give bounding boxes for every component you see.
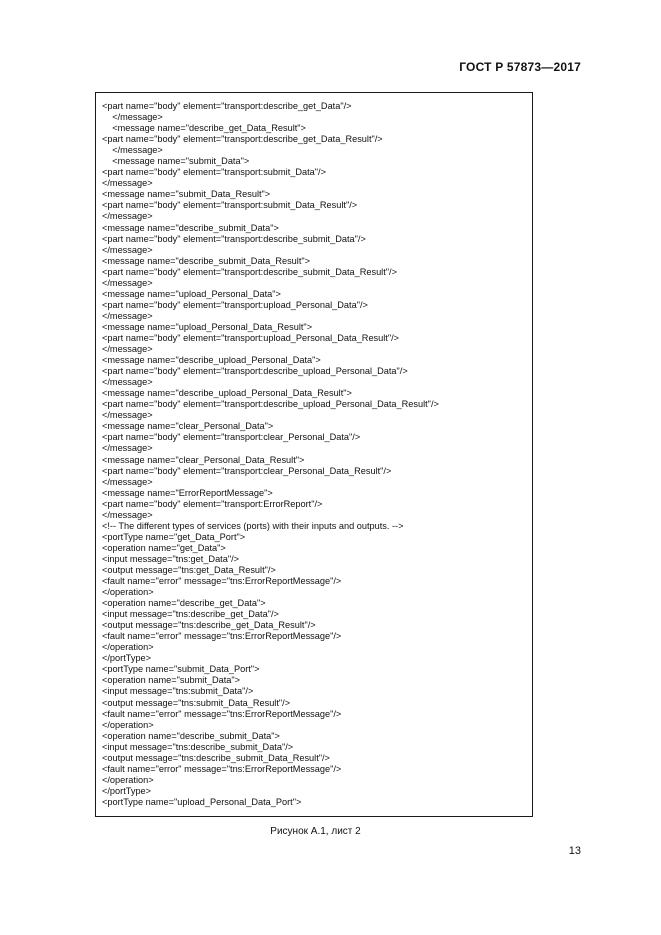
code-line: <portType name="upload_Personal_Data_Port"> <box>102 796 302 807</box>
document-standard-id: ГОСТ Р 57873—2017 <box>459 60 581 74</box>
code-line: <message name="submit_Data"> <box>102 156 250 167</box>
figure-caption <box>0 826 661 837</box>
code-line: <output message="tns:describe_get_Data_Result"/> <box>102 620 316 631</box>
code-line: <part name="body" element="transport:ErrorReport"/> <box>102 498 323 509</box>
code-line: <fault name="error" message="tns:ErrorReportMessage"/> <box>102 708 342 719</box>
code-line: <fault name="error" message="tns:ErrorReportMessage"/> <box>102 631 342 642</box>
code-line: <fault name="error" message="tns:ErrorReportMessage"/> <box>102 763 342 774</box>
code-line: <message name="describe_upload_Personal_Data_Result"> <box>102 388 352 399</box>
figure-caption-text: Рисунок А.1, лист 2 <box>270 826 361 837</box>
code-line: <part name="body" element="transport:submit_Data"/> <box>102 167 326 178</box>
code-line: </message> <box>102 112 163 123</box>
code-line: </message> <box>102 344 153 355</box>
code-line: <operation name="describe_get_Data"> <box>102 598 266 609</box>
code-line: <part name="body" element="transport:describe_submit_Data"/> <box>102 233 366 244</box>
page-number: 13 <box>568 845 581 857</box>
code-line: <message name="upload_Personal_Data"> <box>102 288 281 299</box>
code-line: </message> <box>102 310 153 321</box>
code-line: <input message="tns:describe_submit_Data"/> <box>102 741 294 752</box>
code-line: <fault name="error" message="tns:ErrorReportMessage"/> <box>102 576 342 587</box>
code-line: </message> <box>102 244 153 255</box>
code-line: </portType> <box>102 653 152 664</box>
code-line: <message name="describe_submit_Data_Result"> <box>102 255 310 266</box>
code-line: <input message="tns:get_Data"/> <box>102 553 240 564</box>
code-line: <part name="body" element="transport:clear_Personal_Data"/> <box>102 432 361 443</box>
code-line: <!-- The different types of services (ports) with their inputs and outputs. --> <box>102 520 404 531</box>
code-line: <output message="tns:submit_Data_Result"/> <box>102 697 291 708</box>
code-line: <part name="body" element="transport:describe_get_Data_Result"/> <box>102 134 383 145</box>
code-line: <operation name="get_Data"> <box>102 542 226 553</box>
code-line: <message name="upload_Personal_Data_Result"> <box>102 321 313 332</box>
code-line: <operation name="describe_submit_Data"> <box>102 730 280 741</box>
code-line: <part name="body" element="transport:describe_upload_Personal_Data"/> <box>102 366 408 377</box>
code-line: <message name="clear_Personal_Data"> <box>102 421 274 432</box>
code-line: </message> <box>102 509 153 520</box>
code-line: </message> <box>102 211 153 222</box>
code-line: <input message="tns:submit_Data"/> <box>102 686 254 697</box>
code-line: </operation> <box>102 642 154 653</box>
code-line: </message> <box>102 277 153 288</box>
code-line: </operation> <box>102 719 154 730</box>
code-line: <part name="body" element="transport:describe_submit_Data_Result"/> <box>102 266 397 277</box>
code-line: <output message="tns:describe_submit_Data_Result"/> <box>102 752 330 763</box>
code-line: <message name="submit_Data_Result"> <box>102 189 271 200</box>
code-line: <part name="body" element="transport:describe_get_Data"/> <box>102 101 352 111</box>
code-line: <message name="describe_submit_Data"> <box>102 222 279 233</box>
code-line: <part name="body" element="transport:describe_upload_Personal_Data_Result"/> <box>102 399 439 410</box>
code-line: <message name="describe_get_Data_Result"> <box>102 123 306 134</box>
code-line: <message name="describe_upload_Personal_Data"> <box>102 355 321 366</box>
code-line: <part name="body" element="transport:upload_Personal_Data_Result"/> <box>102 332 400 343</box>
code-line: <message name="ErrorReportMessage"> <box>102 487 273 498</box>
code-line: <output message="tns:get_Data_Result"/> <box>102 564 276 575</box>
code-line: </portType> <box>102 785 152 796</box>
code-line: <input message="tns:describe_get_Data"/> <box>102 609 279 620</box>
code-line: </message> <box>102 410 153 421</box>
code-line: </operation> <box>102 774 154 785</box>
code-line: <part name="body" element="transport:clear_Personal_Data_Result"/> <box>102 465 392 476</box>
code-line: </message> <box>102 178 153 189</box>
code-line: </message> <box>102 443 153 454</box>
code-line: <part name="body" element="transport:submit_Data_Result"/> <box>102 200 358 211</box>
code-line: <portType name="submit_Data_Port"> <box>102 664 260 675</box>
code-line: </message> <box>102 145 163 156</box>
code-listing <box>102 101 532 808</box>
code-line: <operation name="submit_Data"> <box>102 675 241 686</box>
code-line: <message name="clear_Personal_Data_Result"> <box>102 454 305 465</box>
code-line: </message> <box>102 476 153 487</box>
code-listing-frame <box>95 92 533 817</box>
code-line: </operation> <box>102 587 154 598</box>
code-line: <part name="body" element="transport:upload_Personal_Data"/> <box>102 299 368 310</box>
code-line: <portType name="get_Data_Port"> <box>102 531 246 542</box>
code-line: </message> <box>102 377 153 388</box>
